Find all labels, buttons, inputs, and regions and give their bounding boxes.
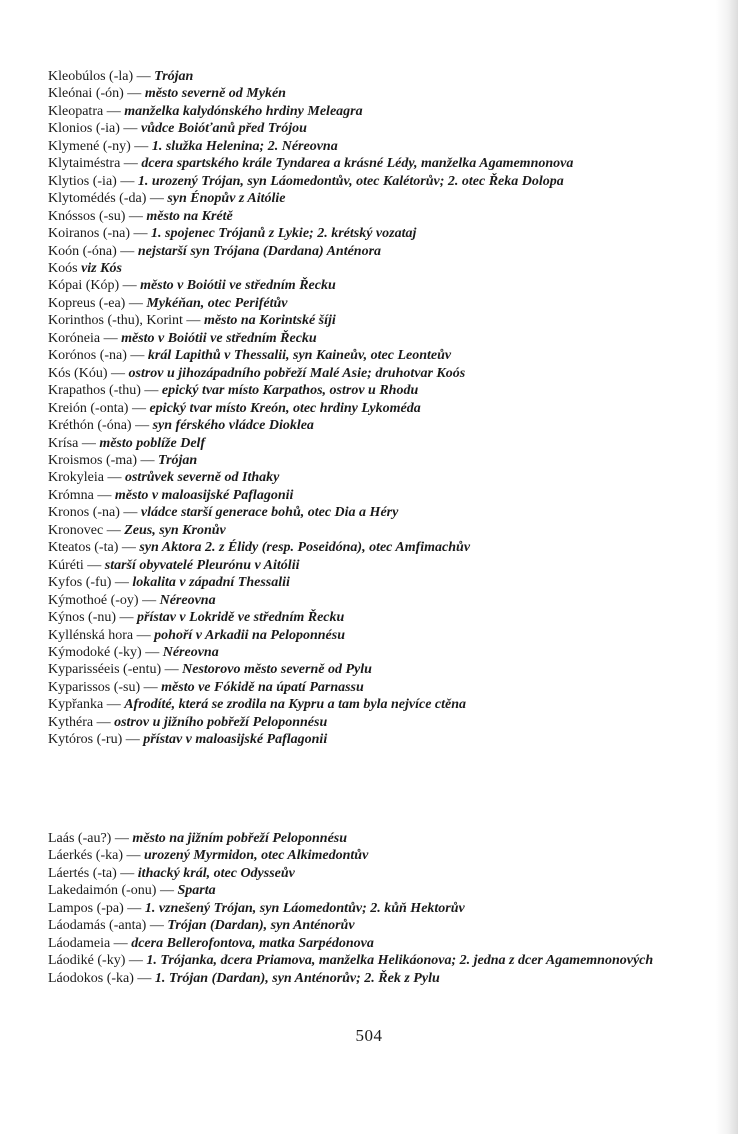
glossary-entry [48, 400, 696, 417]
entry-headword: Kýnos (-nu) — [48, 610, 138, 626]
entry-headword: Kroismos (-ma) — [48, 452, 159, 468]
entry-definition: 1. spojenec Trójanů z Lykie; 2. krétský vozataj [151, 226, 417, 242]
entry-headword: Krapathos (-thu) — [48, 383, 162, 399]
glossary-entry [48, 277, 696, 294]
page-number: 504 [355, 1026, 383, 1045]
entry-headword: Láodokos (-ka) — [48, 970, 155, 986]
glossary-entry [48, 574, 696, 591]
entry-headword: Kypřanka — [48, 697, 125, 713]
entry-definition: vládce starší generace bohů, otec Dia a Héry [140, 505, 399, 521]
entry-definition: Sparta [177, 883, 216, 899]
glossary-entry [48, 435, 696, 452]
entry-definition: ostrov u jihozápadního pobřeží Malé Asie; druhotvar Koós [128, 365, 466, 381]
entry-headword: Kyllénská hora — [48, 627, 155, 643]
glossary-entry [48, 644, 696, 661]
entry-headword: Koós [48, 260, 82, 276]
glossary-entry [48, 382, 696, 399]
glossary-entry [48, 504, 696, 521]
entry-definition: syn Énopův z Aitólie [167, 191, 286, 207]
entry-headword: Koiranos (-na) — [48, 226, 152, 242]
entry-definition: město na Krétě [146, 208, 233, 224]
glossary-entry [48, 952, 696, 969]
entry-definition: Mykéňan, otec Perifétův [146, 295, 288, 311]
entry-definition: Trójan [154, 69, 194, 84]
entry-headword: Láerkés (-ka) — [48, 848, 145, 864]
entry-headword: Kreión (-onta) — [48, 400, 150, 416]
entry-definition: město v maloasijské Paflagonii [114, 487, 294, 503]
entry-definition: lokalita v západní Thessalii [132, 575, 290, 591]
entry-headword: Klytaiméstra — [48, 156, 142, 172]
entry-headword: Láodameia — [48, 935, 132, 951]
entry-headword: Knóssos (-su) — [48, 208, 147, 224]
glossary-entry [48, 452, 696, 469]
entry-definition: syn férského vládce Dioklea [152, 418, 314, 434]
entry-headword: Kýmothoé (-oy) — [48, 592, 160, 608]
glossary-entry [48, 865, 696, 882]
entry-definition: manželka kalydónského hrdiny Meleagra [124, 103, 363, 119]
entry-definition: Néreovna [159, 592, 216, 608]
entry-definition: Trójan (Dardan), syn Anténorův [167, 918, 355, 934]
entry-headword: Kleónai (-ón) — [48, 86, 145, 102]
glossary-entry [48, 627, 696, 644]
entry-definition: nejstarší syn Trójana (Dardana) Anténora [137, 243, 382, 259]
entry-definition: vůdce Boióťanů před Trójou [140, 121, 307, 137]
entry-headword: Korónos (-na) — [48, 348, 148, 364]
entry-headword: Kythéra — [48, 714, 115, 730]
entry-headword: Kteatos (-ta) — [48, 540, 140, 556]
entry-headword: Kúréti — [48, 557, 105, 573]
entry-definition: Néreovna [162, 644, 219, 660]
entry-headword: Kós (Kóu) — [48, 365, 129, 381]
entry-headword: Láodiké (-ky) — [48, 953, 147, 969]
entry-headword: Kytóros (-ru) — [48, 732, 144, 748]
entry-headword: Klonios (-ia) — [48, 121, 141, 137]
glossary-entry [48, 417, 696, 434]
entry-definition: město poblíže Delf [99, 435, 206, 451]
entry-definition: Zeus, syn Kronův [124, 522, 226, 538]
entry-headword: Lakedaimón (-onu) — [48, 883, 178, 899]
entry-definition: město na Korintské šíji [203, 313, 336, 329]
entry-definition: 1. Trójanka, dcera Priamova, manželka Helikáonova; 2. jedna z dcer Agamemnonových [146, 953, 654, 969]
glossary-entry [48, 243, 696, 260]
glossary-entry [48, 312, 696, 329]
entry-definition: Trójan [158, 452, 198, 468]
entry-definition: pohoří v Arkadii na Peloponnésu [154, 627, 346, 643]
entry-headword: Krísa — [48, 435, 100, 451]
entry-definition: Nestorovo město severně od Pylu [182, 662, 372, 678]
entry-definition: epický tvar místo Karpathos, ostrov u Rhodu [161, 383, 419, 399]
glossary-entry [48, 103, 696, 120]
glossary-entry [48, 714, 696, 731]
glossary-entry [48, 295, 696, 312]
glossary-entry [48, 935, 696, 952]
glossary-entry [48, 970, 696, 987]
entry-definition: syn Aktora 2. z Élidy (resp. Poseidóna), otec Amfimachův [139, 540, 471, 556]
entry-headword: Láodamás (-anta) — [48, 918, 168, 934]
entry-definition: 1. služka Helenina; 2. Néreovna [151, 138, 338, 154]
entry-definition: ithacký král, otec Odysseův [137, 865, 295, 881]
entry-headword: Korinthos (-thu), Korint — [48, 313, 204, 329]
glossary-entry [48, 731, 696, 748]
glossary-entry [48, 917, 696, 934]
entry-definition: přístav v Lokridě ve středním Řecku [137, 610, 345, 626]
glossary-entry [48, 225, 696, 242]
glossary-entry [48, 68, 696, 85]
entry-definition: dcera spartského krále Tyndarea a krásné Lédy, manželka Agamemnonova [141, 156, 574, 172]
entry-headword: Kréthón (-óna) — [48, 418, 153, 434]
entry-headword: Kyparissos (-su) — [48, 679, 162, 695]
entry-definition: viz Kós [81, 260, 122, 276]
entry-definition: Afrodíté, která se zrodila na Kypru a tam byla nejvíce ctěna [124, 697, 467, 713]
entry-definition: starší obyvatelé Pleurónu v Aitólii [104, 557, 300, 573]
section-l [48, 830, 696, 987]
entry-definition: 1. Trójan (Dardan), syn Anténorův; 2. Řek z Pylu [154, 970, 440, 986]
entry-headword: Klytomédés (-da) — [48, 191, 168, 207]
glossary-entry [48, 830, 696, 847]
entry-definition: dcera Bellerofontova, matka Sarpédonova [131, 935, 374, 951]
entry-definition: město v Boiótii ve středním Řecku [140, 278, 336, 294]
glossary-entry [48, 469, 696, 486]
glossary-entry [48, 522, 696, 539]
entry-headword: Kyparisséeis (-entu) — [48, 662, 183, 678]
glossary-entry [48, 487, 696, 504]
glossary-entry [48, 696, 696, 713]
entry-definition: 1. urozený Trójan, syn Láomedontův, otec Kalétorův; 2. otec Řeka Dolopa [137, 173, 564, 189]
entry-headword: Kleobúlos (-la) — [48, 69, 155, 84]
glossary-entry [48, 882, 696, 899]
entry-headword: Klytios (-ia) — [48, 173, 138, 189]
entry-headword: Krokyleia — [48, 470, 125, 486]
section-k [48, 68, 696, 749]
entry-headword: Krómna — [48, 487, 115, 503]
glossary-entry [48, 120, 696, 137]
glossary-entry [48, 661, 696, 678]
glossary-entry [48, 847, 696, 864]
entry-definition: epický tvar místo Kreón, otec hrdiny Lykoméda [149, 400, 421, 416]
glossary-entry [48, 679, 696, 696]
glossary-entry [48, 557, 696, 574]
entry-headword: Koróneia — [48, 330, 122, 346]
glossary-entry [48, 190, 696, 207]
entry-headword: Kyfos (-fu) — [48, 575, 133, 591]
entry-definition: ostrov u jižního pobřeží Peloponnésu [114, 714, 328, 730]
entry-headword: Laás (-au?) — [48, 831, 133, 846]
glossary-entry [48, 173, 696, 190]
glossary-entry [48, 900, 696, 917]
entry-headword: Láertés (-ta) — [48, 865, 138, 881]
entry-definition: 1. vznešený Trójan, syn Láomedontův; 2. kůň Hektorův [144, 900, 465, 916]
glossary-entry [48, 208, 696, 225]
entry-headword: Kleopatra — [48, 103, 125, 119]
entry-definition: ostrůvek severně od Ithaky [124, 470, 280, 486]
glossary-entry [48, 609, 696, 626]
glossary-entry [48, 155, 696, 172]
entry-definition: město severně od Mykén [144, 86, 286, 102]
entry-headword: Klymené (-ny) — [48, 138, 152, 154]
entry-headword: Kýmodoké (-ky) — [48, 644, 163, 660]
glossary-entry [48, 260, 696, 277]
entry-headword: Kronovec — [48, 522, 125, 538]
glossary-entry [48, 592, 696, 609]
glossary-entry [48, 347, 696, 364]
entry-definition: urozený Myrmidon, otec Alkimedontův [144, 848, 369, 864]
entry-headword: Lampos (-pa) — [48, 900, 145, 916]
entry-headword: Kopreus (-ea) — [48, 295, 147, 311]
entry-definition: král Lapithů v Thessalii, syn Kaineův, otec Leonteův [147, 348, 452, 364]
entry-headword: Kópai (Kóp) — [48, 278, 141, 294]
glossary-entry [48, 85, 696, 102]
glossary-entry [48, 330, 696, 347]
entry-headword: Kronos (-na) — [48, 505, 141, 521]
page-edge-shadow [716, 0, 738, 1134]
entry-definition: přístav v maloasijské Paflagonii [143, 732, 328, 748]
glossary-entry [48, 539, 696, 556]
entry-headword: Koón (-óna) — [48, 243, 138, 259]
glossary-entry [48, 138, 696, 155]
entry-definition: město v Boiótii ve středním Řecku [121, 330, 317, 346]
glossary-entry [48, 365, 696, 382]
entry-definition: město na jižním pobřeží Peloponnésu [132, 831, 348, 846]
entry-definition: město ve Fókidě na úpatí Parnassu [161, 679, 364, 695]
